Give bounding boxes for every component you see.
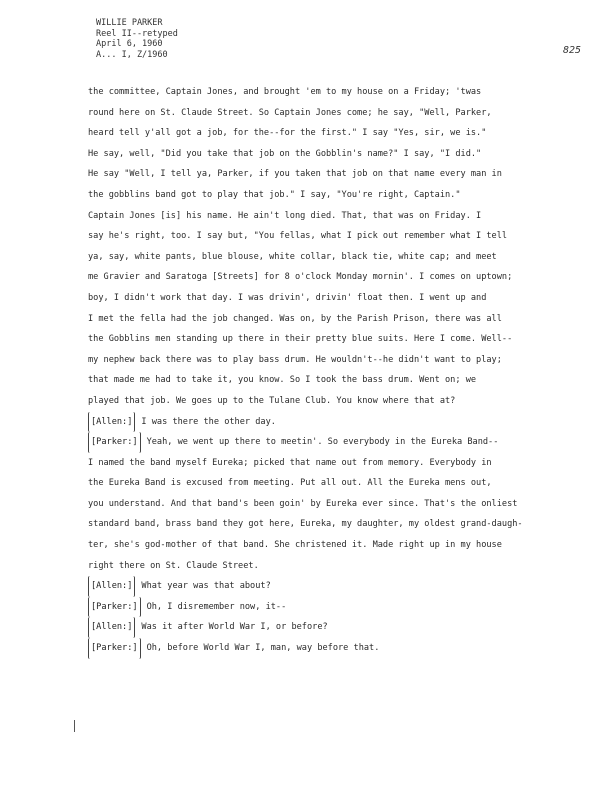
dialogue-line bbox=[88, 412, 578, 433]
transcript-header bbox=[96, 18, 178, 60]
dialogue-line bbox=[88, 597, 578, 618]
text-line: the Eureka Band is excused from meeting. Put all out. All the Eureka mens out, bbox=[88, 478, 492, 489]
dialogue-text: I was there the other day. bbox=[141, 416, 276, 427]
margin-mark bbox=[74, 720, 75, 732]
header-note: A... I, Z/1960 bbox=[96, 49, 168, 60]
text-line: standard band, brass band they got here, Eureka, my daughter, my oldest grand-daugh- bbox=[88, 519, 523, 530]
text-line: right there on St. Claude Street. bbox=[88, 560, 259, 571]
dialogue-text: Oh, I disremember now, it-- bbox=[146, 601, 287, 612]
reel-label: Reel II--retyped bbox=[96, 28, 178, 39]
dialogue-line bbox=[88, 432, 578, 453]
text-line: played that job. We goes up to the Tulane Club. You know where that at? bbox=[88, 395, 456, 406]
dialogue-text: Oh, before World War I, man, way before that. bbox=[146, 643, 380, 654]
text-line: I named the band myself Eureka; picked that name out from memory. Everybody in bbox=[88, 457, 492, 468]
text-line: my nephew back there was to play bass drum. He wouldn't--he didn't want to play; bbox=[88, 354, 502, 365]
speaker-label-allen: [Allen:] bbox=[88, 412, 135, 433]
text-line: He say, well, "Did you take that job on the Gobblin's name?" I say, "I did." bbox=[88, 148, 482, 159]
text-line: He say "Well, I tell ya, Parker, if you taken that job on that name every man in bbox=[88, 169, 502, 180]
dialogue-text: Yeah, we went up there to meetin'. So everybody in the Eureka Band-- bbox=[146, 437, 499, 448]
speaker-label-parker: [Parker:] bbox=[88, 597, 141, 618]
interview-date: April 6, 1960 bbox=[96, 39, 163, 49]
text-line: that made me had to take it, you know. So I took the bass drum. Went on; we bbox=[88, 375, 477, 386]
text-line: the gobblins band got to play that job." I say, "You're right, Captain." bbox=[88, 189, 461, 200]
text-line: ya, say, white pants, blue blouse, white collar, black tie, white cap; and meet bbox=[88, 251, 497, 262]
page-number: 825 bbox=[563, 45, 582, 56]
text-line: I met the fella had the job changed. Was on, by the Parish Prison, there was all bbox=[88, 313, 502, 324]
interviewee-name: WILLIE PARKER bbox=[96, 18, 163, 28]
text-line: ter, she's god-mother of that band. She christened it. Made right up in my house bbox=[88, 540, 502, 551]
speaker-label-parker: [Parker:] bbox=[88, 432, 141, 453]
speaker-label-allen: [Allen:] bbox=[88, 617, 135, 638]
text-line: boy, I didn't work that day. I was drivin', drivin' float then. I went up and bbox=[88, 292, 487, 303]
text-line: the committee, Captain Jones, and brought 'em to my house on a Friday; 'twas bbox=[88, 87, 482, 97]
dialogue-line bbox=[88, 638, 578, 659]
transcript-body bbox=[88, 82, 578, 659]
text-line: me Gravier and Saratoga [Streets] for 8 o'clock Monday mornin'. I comes on uptown; bbox=[88, 272, 513, 283]
dialogue-line bbox=[88, 576, 578, 597]
text-line: round here on St. Claude Street. So Captain Jones come; he say, "Well, Parker, bbox=[88, 107, 492, 118]
text-line: say he's right, too. I say but, "You fellas, what I pick out remember what I tell bbox=[88, 231, 508, 242]
text-line: the Gobblins men standing up there in their pretty blue suits. Here I come. Well-- bbox=[88, 334, 513, 345]
text-line: Captain Jones [is] his name. He ain't long died. That, that was on Friday. I bbox=[88, 210, 482, 221]
dialogue-text: Was it after World War I, or before? bbox=[141, 622, 328, 633]
text-line: heard tell y'all got a job, for the--for the first." I say "Yes, sir, we is." bbox=[88, 128, 487, 139]
speaker-label-allen: [Allen:] bbox=[88, 576, 135, 597]
speaker-label-parker: [Parker:] bbox=[88, 638, 141, 659]
dialogue-text: What year was that about? bbox=[141, 581, 271, 592]
dialogue-line bbox=[88, 617, 578, 638]
text-line: you understand. And that band's been goin' by Eureka ever since. That's the onliest bbox=[88, 498, 518, 509]
